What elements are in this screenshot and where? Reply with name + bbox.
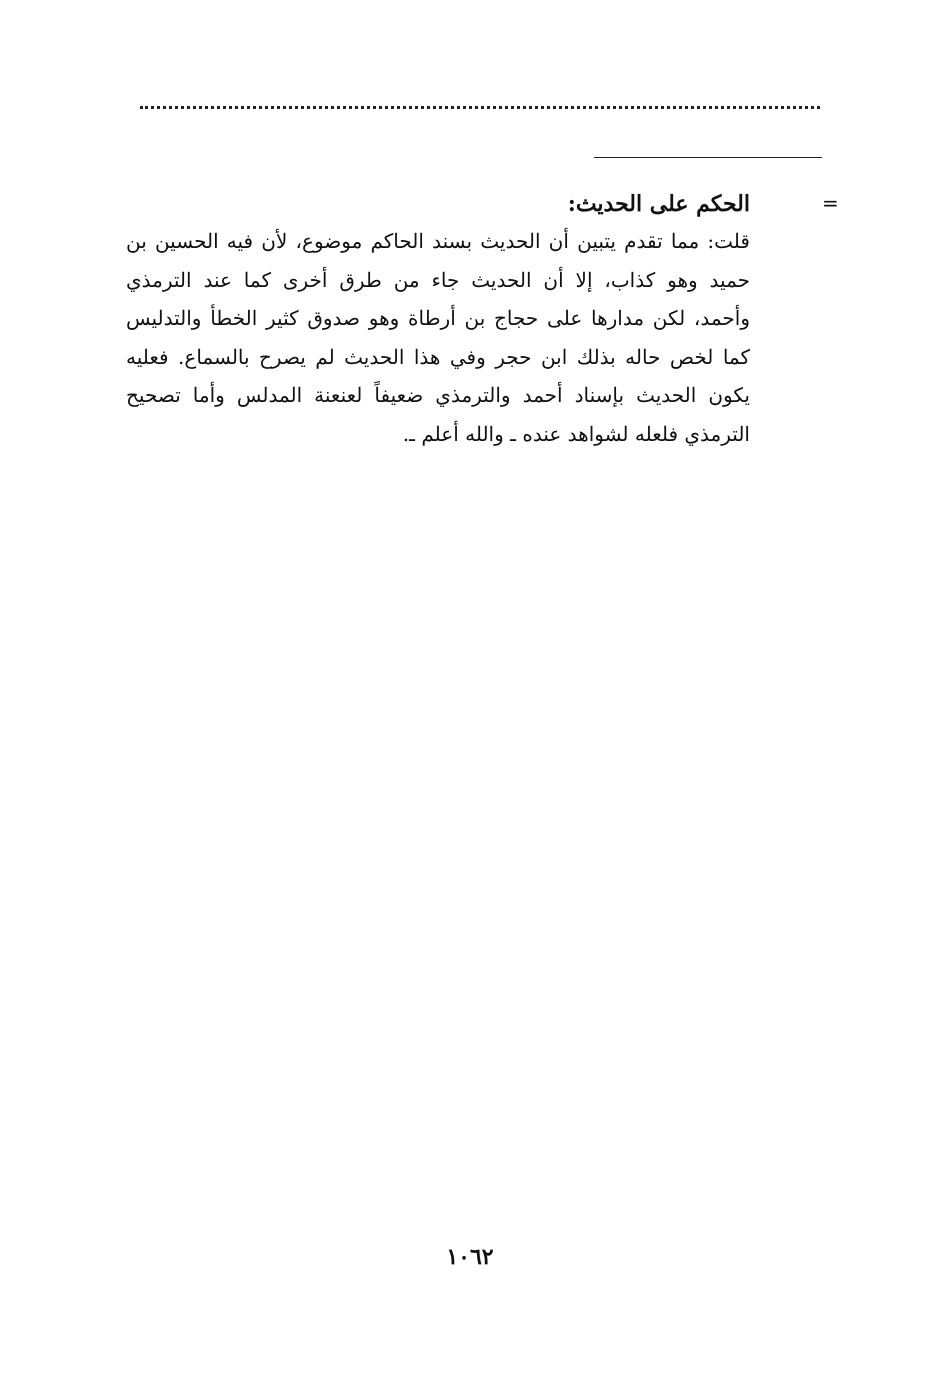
text-line: الترمذي فلعله لشواهد عنده ـ والله أعلم ـ. (402, 421, 750, 446)
text-line: كما لخص حاله بذلك ابن حجر وفي هذا الحديث لم يصرح بالسماع. فعليه (126, 344, 750, 369)
page-number: ١٠٦٢ (446, 1244, 494, 1270)
footnote-rule (594, 157, 822, 158)
section-heading: الحكم على الحديث: (567, 191, 750, 217)
text-line: وأحمد، لكن مدارها على حجاج بن أرطاة وهو صدوق كثير الخطأ والتدليس (126, 306, 750, 330)
text-line: قلت: مما تقدم يتبين أن الحديث بسند الحاكم موضوع، لأن فيه الحسين بن (126, 229, 750, 253)
dotted-separator (140, 106, 820, 109)
continuation-mark: = (822, 191, 839, 215)
footnote-block (126, 186, 750, 453)
text-line: حميد وهو كذاب، إلا أن الحديث جاء من طرق أخرى كما عند الترمذي (126, 267, 750, 292)
text-line: يكون الحديث بإسناد أحمد والترمذي ضعيفاً لعنعنة المدلس وأما تصحيح (126, 383, 750, 407)
